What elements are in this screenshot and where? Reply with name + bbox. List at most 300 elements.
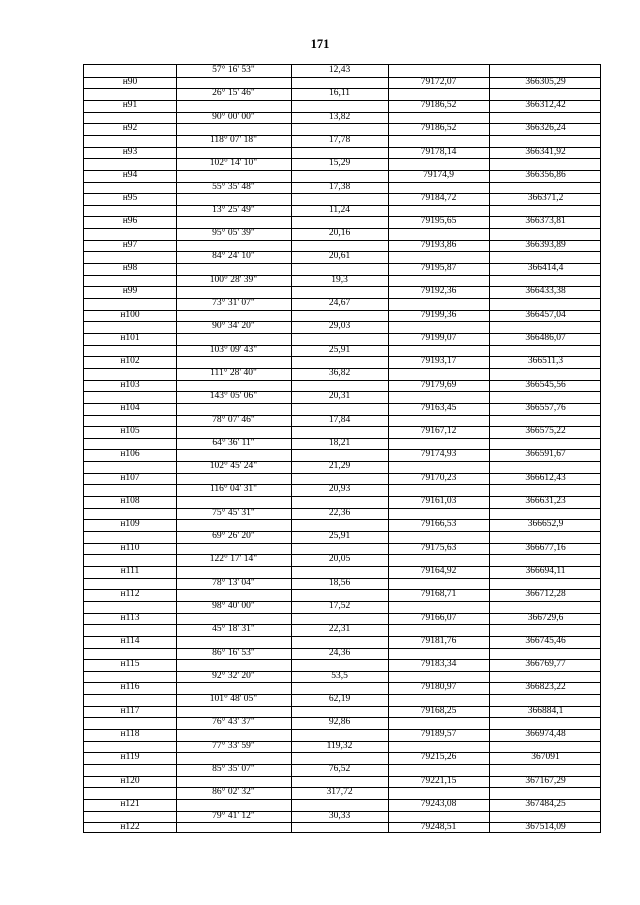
- point-name: [84, 88, 176, 100]
- coord-x: [388, 275, 489, 287]
- coord-y: 366591,67: [525, 449, 566, 460]
- direction-angle: [176, 496, 291, 508]
- segment-length: [291, 589, 388, 601]
- segment-length: [291, 77, 388, 89]
- coord-x: 79179,69: [420, 379, 457, 390]
- direction-angle: [176, 636, 291, 648]
- coord-y: [489, 764, 602, 776]
- direction-angle: [176, 240, 291, 252]
- coord-x: 79166,07: [420, 612, 457, 623]
- segment-length: 22,31: [328, 624, 351, 635]
- direction-angle: [176, 380, 291, 392]
- segment-length: [291, 170, 388, 182]
- segment-length: 20,05: [328, 554, 351, 565]
- segment-length: 15,29: [328, 158, 351, 169]
- coord-y: [489, 438, 602, 450]
- direction-angle: 45° 18' 31": [212, 624, 255, 635]
- direction-angle: [176, 613, 291, 625]
- coord-x: 79248,51: [420, 822, 457, 833]
- segment-length: 22,36: [328, 507, 351, 518]
- segment-length: [291, 356, 388, 368]
- segment-length: [291, 682, 388, 694]
- segment-length: [291, 100, 388, 112]
- coord-y: [489, 741, 602, 753]
- direction-angle: [176, 77, 291, 89]
- coord-y: [489, 182, 602, 194]
- coord-y: 367484,25: [525, 798, 566, 809]
- coord-x: [388, 461, 489, 473]
- segment-length: [291, 822, 388, 834]
- coord-y: [489, 321, 602, 333]
- coord-x: 79163,45: [420, 402, 457, 413]
- coord-x: 79184,72: [420, 193, 457, 204]
- direction-angle: 90° 34' 20": [212, 321, 255, 332]
- coord-x: 79193,17: [420, 356, 457, 367]
- direction-angle: 78° 13' 04": [212, 577, 255, 588]
- coord-x: [388, 811, 489, 823]
- coord-y: 366575,22: [525, 426, 566, 437]
- coord-x: [388, 787, 489, 799]
- direction-angle: [176, 682, 291, 694]
- point-name: н95: [122, 193, 138, 204]
- coord-y: [489, 65, 602, 77]
- coord-y: 366393,89: [525, 239, 566, 250]
- coord-y: [489, 484, 602, 496]
- coord-x: 79168,71: [420, 589, 457, 600]
- segment-length: [291, 799, 388, 811]
- direction-angle: 118° 07' 18": [209, 134, 258, 145]
- segment-length: [291, 613, 388, 625]
- coord-x: 79183,34: [420, 659, 457, 670]
- coord-x: [388, 438, 489, 450]
- segment-length: 17,38: [328, 181, 351, 192]
- point-name: н90: [122, 76, 138, 87]
- coord-y: 366511,3: [527, 356, 564, 367]
- direction-angle: 26° 15' 46": [212, 88, 255, 99]
- segment-length: 20,16: [328, 228, 351, 239]
- segment-length: [291, 636, 388, 648]
- point-name: [84, 182, 176, 194]
- direction-angle: 102° 45' 24": [209, 461, 258, 472]
- coord-y: 366433,38: [525, 286, 566, 297]
- direction-angle: 143° 05' 06": [209, 391, 258, 402]
- coord-y: [489, 554, 602, 566]
- direction-angle: 98° 40' 00": [212, 600, 255, 611]
- direction-angle: 64° 36' 11": [212, 437, 255, 448]
- coord-y: 366356,86: [525, 169, 566, 180]
- segment-length: 24,36: [328, 647, 351, 658]
- direction-angle: 92° 32' 20": [212, 670, 255, 681]
- coord-y: [489, 648, 602, 660]
- segment-length: [291, 706, 388, 718]
- coord-x: 79243,08: [420, 798, 457, 809]
- direction-angle: [176, 123, 291, 135]
- point-name: [84, 787, 176, 799]
- direction-angle: [176, 426, 291, 438]
- direction-angle: [176, 147, 291, 159]
- segment-length: 53,5: [331, 670, 348, 681]
- coord-x: [388, 321, 489, 333]
- coord-x: 79192,36: [420, 286, 457, 297]
- segment-length: 317,72: [326, 787, 353, 798]
- coord-x: 79195,65: [420, 216, 457, 227]
- point-name: [84, 275, 176, 287]
- direction-angle: 77° 33' 59": [212, 740, 255, 751]
- coord-x: 79215,26: [420, 752, 457, 763]
- coord-x: [388, 601, 489, 613]
- direction-angle: 13° 25' 49": [212, 204, 255, 215]
- coord-x: 79161,03: [420, 496, 457, 507]
- coord-y: [489, 531, 602, 543]
- coord-x: 79193,86: [420, 239, 457, 250]
- direction-angle: [176, 100, 291, 112]
- segment-length: [291, 147, 388, 159]
- point-name: [84, 368, 176, 380]
- coord-x: [388, 345, 489, 357]
- direction-angle: [176, 216, 291, 228]
- coord-x: 79170,23: [420, 472, 457, 483]
- coord-y: 366371,2: [527, 193, 564, 204]
- coord-y: [489, 298, 602, 310]
- coord-x: 79174,9: [423, 169, 454, 180]
- coord-y: 366823,22: [525, 682, 566, 693]
- coord-y: 366557,76: [525, 402, 566, 413]
- segment-length: 62,19: [328, 694, 351, 705]
- direction-angle: [176, 752, 291, 764]
- direction-angle: 69° 26' 20": [212, 531, 255, 541]
- coord-y: 366712,28: [525, 589, 566, 600]
- point-name: [84, 438, 176, 450]
- segment-length: [291, 449, 388, 461]
- coord-x: [388, 648, 489, 660]
- coord-x: [388, 391, 489, 403]
- segment-length: 24,67: [328, 298, 351, 308]
- coord-y: 366677,16: [525, 542, 566, 553]
- direction-angle: [176, 519, 291, 531]
- point-name: н108: [120, 496, 140, 507]
- coord-x: 79186,52: [420, 99, 457, 110]
- point-name: [84, 717, 176, 729]
- coord-x: [388, 671, 489, 683]
- direction-angle: [176, 566, 291, 578]
- direction-angle: 90° 00' 00": [212, 111, 255, 122]
- coord-x: [388, 694, 489, 706]
- point-name: н115: [120, 659, 140, 670]
- direction-angle: [176, 263, 291, 275]
- coord-y: 366884,1: [527, 705, 564, 716]
- point-name: н122: [120, 822, 140, 833]
- coord-y: [489, 112, 602, 124]
- coord-x: [388, 205, 489, 217]
- coord-y: 366694,11: [525, 565, 566, 576]
- coord-x: [388, 251, 489, 263]
- direction-angle: 85° 35' 07": [212, 764, 255, 774]
- segment-length: 25,91: [328, 531, 351, 541]
- coord-y: [489, 158, 602, 170]
- direction-angle: [176, 799, 291, 811]
- direction-angle: 86° 16' 53": [212, 647, 255, 658]
- point-name: н120: [120, 775, 140, 786]
- page-number: 171: [310, 37, 330, 51]
- point-name: н92: [122, 123, 138, 134]
- coord-x: [388, 624, 489, 636]
- point-name: [84, 228, 176, 240]
- coord-y: 366652,9: [527, 519, 564, 530]
- coord-y: 366312,42: [525, 99, 566, 110]
- segment-length: 92,86: [328, 717, 351, 728]
- coord-y: [489, 415, 602, 427]
- direction-angle: 100° 28' 39": [209, 274, 258, 285]
- point-name: н101: [120, 332, 140, 343]
- segment-length: [291, 286, 388, 298]
- coord-y: [489, 135, 602, 147]
- point-name: н99: [122, 286, 138, 297]
- direction-angle: [176, 333, 291, 345]
- coordinates-table: [83, 64, 601, 833]
- coord-x: [388, 368, 489, 380]
- segment-length: [291, 193, 388, 205]
- point-name: н112: [120, 589, 140, 600]
- coord-x: 79195,87: [420, 263, 457, 274]
- direction-angle: 103° 09' 43": [209, 344, 258, 355]
- direction-angle: [176, 729, 291, 741]
- point-name: н91: [122, 99, 138, 110]
- segment-length: 30,33: [328, 810, 351, 821]
- point-name: н121: [120, 798, 140, 809]
- point-name: н100: [120, 309, 140, 320]
- coord-y: 366326,24: [525, 123, 566, 134]
- coord-y: [489, 717, 602, 729]
- point-name: [84, 461, 176, 473]
- coord-x: [388, 88, 489, 100]
- coord-x: [388, 764, 489, 776]
- coord-y: [489, 787, 602, 799]
- direction-angle: [176, 449, 291, 461]
- segment-length: [291, 659, 388, 671]
- point-name: [84, 298, 176, 310]
- segment-length: [291, 333, 388, 345]
- coord-y: [489, 391, 602, 403]
- coord-x: [388, 508, 489, 520]
- segment-length: 17,84: [328, 414, 351, 425]
- segment-length: 20,93: [328, 484, 351, 495]
- segment-length: [291, 543, 388, 555]
- coord-y: [489, 578, 602, 590]
- point-name: н93: [122, 146, 138, 157]
- coord-y: [489, 624, 602, 636]
- coord-y: [489, 251, 602, 263]
- direction-angle: [176, 356, 291, 368]
- coord-y: [489, 508, 602, 520]
- coord-x: 79221,15: [420, 775, 457, 786]
- direction-angle: 57° 16' 53": [212, 65, 255, 75]
- point-name: [84, 135, 176, 147]
- coord-x: [388, 112, 489, 124]
- coord-x: 79199,07: [420, 332, 457, 343]
- coord-x: 79174,93: [420, 449, 457, 460]
- point-name: н97: [122, 239, 138, 250]
- segment-length: [291, 426, 388, 438]
- point-name: н110: [120, 542, 140, 553]
- point-name: н114: [120, 635, 140, 646]
- direction-angle: [176, 822, 291, 834]
- point-name: [84, 601, 176, 613]
- point-name: [84, 671, 176, 683]
- point-name: [84, 415, 176, 427]
- coord-x: 79168,25: [420, 705, 457, 716]
- coord-x: [388, 741, 489, 753]
- point-name: н103: [120, 379, 140, 390]
- segment-length: [291, 123, 388, 135]
- segment-length: 17,78: [328, 134, 351, 145]
- coord-x: [388, 158, 489, 170]
- direction-angle: 122° 17' 14": [209, 554, 258, 565]
- coord-x: 79175,63: [420, 542, 457, 553]
- coord-y: [489, 275, 602, 287]
- segment-length: [291, 216, 388, 228]
- point-name: [84, 65, 176, 77]
- segment-length: [291, 776, 388, 788]
- segment-length: 11,24: [328, 204, 351, 215]
- segment-length: [291, 403, 388, 415]
- segment-length: 19,3: [331, 274, 348, 285]
- segment-length: [291, 240, 388, 252]
- segment-length: 16,11: [328, 88, 351, 99]
- coord-x: 79164,92: [420, 565, 457, 576]
- point-name: н111: [120, 565, 140, 576]
- point-name: [84, 508, 176, 520]
- point-name: [84, 554, 176, 566]
- coord-x: 79186,52: [420, 123, 457, 134]
- coord-x: 79180,97: [420, 682, 457, 693]
- segment-length: [291, 263, 388, 275]
- point-name: [84, 578, 176, 590]
- segment-length: 20,61: [328, 251, 351, 262]
- coord-y: 366486,07: [525, 332, 566, 343]
- segment-length: 21,29: [328, 461, 351, 472]
- segment-length: 12,43: [328, 65, 351, 75]
- point-name: [84, 205, 176, 217]
- coord-y: [489, 671, 602, 683]
- segment-length: [291, 566, 388, 578]
- segment-length: 36,82: [328, 367, 351, 378]
- direction-angle: [176, 589, 291, 601]
- direction-angle: 101° 48' 05": [209, 694, 258, 705]
- coord-y: 366373,81: [525, 216, 566, 227]
- coord-x: 79181,76: [420, 635, 457, 646]
- coord-y: 366414,4: [527, 263, 564, 274]
- coord-x: [388, 135, 489, 147]
- point-name: [84, 531, 176, 543]
- segment-length: [291, 310, 388, 322]
- segment-length: 119,32: [326, 740, 353, 751]
- coord-y: 366974,48: [525, 729, 566, 740]
- point-name: [84, 345, 176, 357]
- point-name: [84, 484, 176, 496]
- point-name: [84, 694, 176, 706]
- coord-y: [489, 205, 602, 217]
- segment-length: [291, 752, 388, 764]
- direction-angle: [176, 170, 291, 182]
- direction-angle: [176, 659, 291, 671]
- direction-angle: [176, 776, 291, 788]
- coord-x: 79166,53: [420, 519, 457, 530]
- direction-angle: 86° 02' 32": [212, 787, 255, 798]
- point-name: н98: [122, 263, 138, 274]
- direction-angle: 75° 45' 31": [212, 507, 255, 518]
- point-name: н116: [120, 682, 140, 693]
- segment-length: 17,52: [328, 600, 351, 611]
- direction-angle: 102° 14' 10": [209, 158, 258, 169]
- coord-y: 366769,77: [525, 659, 566, 670]
- coord-x: 79167,12: [420, 426, 457, 437]
- direction-angle: 79° 41' 12": [212, 810, 255, 821]
- coord-x: [388, 554, 489, 566]
- segment-length: 25,91: [328, 344, 351, 355]
- direction-angle: [176, 310, 291, 322]
- coord-x: [388, 182, 489, 194]
- segment-length: [291, 519, 388, 531]
- point-name: н94: [122, 169, 138, 180]
- point-name: н119: [120, 752, 140, 763]
- coord-x: 79199,36: [420, 309, 457, 320]
- point-name: [84, 624, 176, 636]
- segment-length: 76,52: [328, 764, 351, 774]
- coord-y: 366457,04: [525, 309, 566, 320]
- coord-y: [489, 368, 602, 380]
- segment-length: [291, 380, 388, 392]
- coord-x: [388, 65, 489, 77]
- point-name: н109: [120, 519, 140, 530]
- point-name: [84, 112, 176, 124]
- coord-x: [388, 484, 489, 496]
- coord-y: 366545,56: [525, 379, 566, 390]
- segment-length: [291, 473, 388, 485]
- segment-length: 20,31: [328, 391, 351, 402]
- point-name: н104: [120, 402, 140, 413]
- segment-length: 29,03: [328, 321, 351, 332]
- direction-angle: 111° 28' 40": [210, 367, 257, 378]
- coord-x: 79189,57: [420, 729, 457, 740]
- direction-angle: 55° 35' 48": [212, 181, 255, 192]
- direction-angle: [176, 286, 291, 298]
- point-name: н118: [120, 729, 140, 740]
- coord-x: [388, 531, 489, 543]
- point-name: н107: [120, 472, 140, 483]
- coord-y: 366631,23: [525, 496, 566, 507]
- point-name: [84, 741, 176, 753]
- direction-angle: 73° 31' 07": [212, 298, 255, 308]
- segment-length: 13,82: [328, 111, 351, 122]
- point-name: [84, 391, 176, 403]
- segment-length: 18,56: [328, 577, 351, 588]
- point-name: [84, 158, 176, 170]
- coord-y: [489, 228, 602, 240]
- coord-x: [388, 578, 489, 590]
- point-name: [84, 251, 176, 263]
- direction-angle: [176, 543, 291, 555]
- point-name: н102: [120, 356, 140, 367]
- direction-angle: [176, 403, 291, 415]
- point-name: [84, 321, 176, 333]
- coord-y: [489, 461, 602, 473]
- direction-angle: 116° 04' 31": [209, 484, 258, 495]
- point-name: н106: [120, 449, 140, 460]
- segment-length: [291, 496, 388, 508]
- coord-x: [388, 717, 489, 729]
- coord-y: [489, 88, 602, 100]
- coord-x: [388, 228, 489, 240]
